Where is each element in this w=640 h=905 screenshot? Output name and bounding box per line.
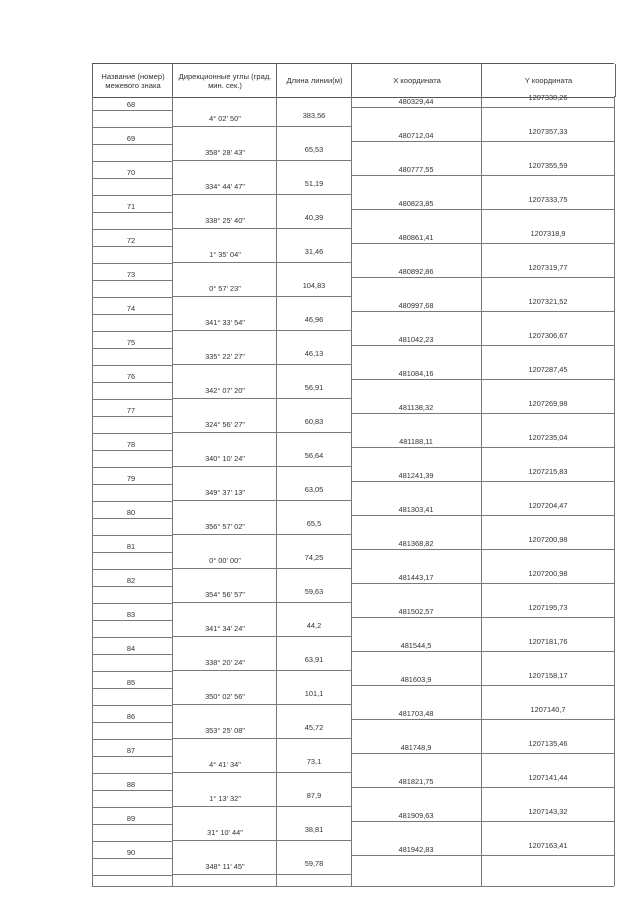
row-divider <box>172 636 351 637</box>
direction-angle: 342° 07' 20" <box>205 386 245 395</box>
y-coordinate: 1207355,59 <box>528 161 568 170</box>
direction-angle: 0° 57' 23" <box>209 284 241 293</box>
y-coordinate: 1207163,41 <box>528 841 568 850</box>
row-divider <box>351 651 614 652</box>
x-coordinate: 481084,16 <box>398 369 434 378</box>
direction-angle: 335° 22' 27" <box>205 352 245 361</box>
direction-angle: 341° 34' 24" <box>205 624 245 633</box>
row-divider <box>92 161 172 162</box>
y-coordinate: 1207181,76 <box>528 637 568 646</box>
row-divider <box>92 841 172 842</box>
row-divider <box>172 704 351 705</box>
line-length: 56,91 <box>304 383 324 392</box>
point-name: 87 <box>126 746 136 755</box>
row-divider <box>92 875 172 876</box>
header-point-name: Название (номер) межевого знака <box>92 64 173 97</box>
row-divider <box>92 348 172 349</box>
x-coordinate: 480861,41 <box>398 233 434 242</box>
row-divider <box>172 738 351 739</box>
row-divider <box>351 583 614 584</box>
line-length: 44,2 <box>306 621 322 630</box>
row-divider <box>172 330 351 331</box>
point-name: 89 <box>126 814 136 823</box>
row-divider <box>92 535 172 536</box>
x-coordinate: 481138,32 <box>398 403 434 412</box>
row-divider <box>172 534 351 535</box>
y-coordinate: 1207195,73 <box>528 603 568 612</box>
y-coordinate: 1207318,9 <box>530 229 566 238</box>
y-coordinate: 1207287,45 <box>528 365 568 374</box>
row-divider <box>172 296 351 297</box>
line-length: 63,05 <box>304 485 324 494</box>
y-coordinate: 1207330,26 <box>528 93 568 102</box>
row-divider <box>92 212 172 213</box>
x-coordinate: 480823,85 <box>398 199 434 208</box>
row-divider <box>92 399 172 400</box>
direction-angle: 348° 11' 45" <box>205 862 245 871</box>
direction-angle: 350° 02' 56" <box>205 692 245 701</box>
row-divider <box>92 450 172 451</box>
row-divider <box>92 620 172 621</box>
y-coordinate: 1207333,75 <box>528 195 568 204</box>
row-divider <box>92 739 172 740</box>
row-divider <box>92 365 172 366</box>
column-divider <box>172 96 173 886</box>
row-divider <box>92 858 172 859</box>
row-divider <box>92 416 172 417</box>
row-divider <box>92 637 172 638</box>
y-coordinate: 1207141,44 <box>528 773 568 782</box>
row-divider <box>92 229 172 230</box>
row-divider <box>172 568 351 569</box>
header-length: Длина линии(м) <box>276 64 352 97</box>
row-divider <box>92 127 172 128</box>
row-divider <box>351 311 614 312</box>
row-divider <box>92 314 172 315</box>
row-divider <box>92 144 172 145</box>
row-divider <box>92 263 172 264</box>
x-coordinate: 481748,9 <box>400 743 432 752</box>
y-coordinate: 1207158,17 <box>528 671 568 680</box>
x-coordinate: 481909,63 <box>398 811 434 820</box>
row-divider <box>172 194 351 195</box>
row-divider <box>351 243 614 244</box>
row-divider <box>172 602 351 603</box>
column-divider <box>92 96 93 886</box>
line-length: 46,13 <box>304 349 324 358</box>
line-length: 65,5 <box>306 519 322 528</box>
x-coordinate: 481603,9 <box>400 675 432 684</box>
row-divider <box>351 719 614 720</box>
row-divider <box>92 654 172 655</box>
row-divider <box>351 855 614 856</box>
point-name: 74 <box>126 304 136 313</box>
y-coordinate: 1207357,33 <box>528 127 568 136</box>
row-divider <box>92 722 172 723</box>
direction-angle: 338° 20' 24" <box>205 658 245 667</box>
row-divider <box>92 433 172 434</box>
direction-angle: 0° 00' 00" <box>209 556 241 565</box>
y-coordinate: 1207200,98 <box>528 535 568 544</box>
line-length: 59,63 <box>304 587 324 596</box>
row-divider <box>351 413 614 414</box>
point-name: 82 <box>126 576 136 585</box>
line-length: 104,83 <box>302 281 326 290</box>
column-divider <box>276 96 277 886</box>
row-divider <box>351 787 614 788</box>
row-divider <box>92 569 172 570</box>
row-divider <box>92 110 172 111</box>
x-coordinate: 481942,83 <box>398 845 434 854</box>
direction-angle: 1° 13' 32" <box>209 794 241 803</box>
y-coordinate: 1207319,77 <box>528 263 568 272</box>
point-name: 90 <box>126 848 136 857</box>
column-divider <box>481 96 482 886</box>
row-divider <box>351 175 614 176</box>
y-coordinate: 1207235,04 <box>528 433 568 442</box>
y-coordinate: 1207215,83 <box>528 467 568 476</box>
point-name: 78 <box>126 440 136 449</box>
row-divider <box>92 824 172 825</box>
x-coordinate: 481703,48 <box>398 709 434 718</box>
point-name: 84 <box>126 644 136 653</box>
row-divider <box>92 501 172 502</box>
row-divider <box>351 821 614 822</box>
line-length: 101,1 <box>304 689 324 698</box>
row-divider <box>351 549 614 550</box>
row-divider <box>92 518 172 519</box>
point-name: 70 <box>126 168 136 177</box>
y-coordinate: 1207140,7 <box>530 705 566 714</box>
direction-angle: 4° 41' 34" <box>209 760 241 769</box>
header-x: Х координата <box>351 64 482 97</box>
line-length: 38,81 <box>304 825 324 834</box>
line-length: 40,39 <box>304 213 324 222</box>
y-coordinate: 1207200,98 <box>528 569 568 578</box>
x-coordinate: 480777,55 <box>398 165 434 174</box>
y-coordinate: 1207143,32 <box>528 807 568 816</box>
row-divider <box>351 277 614 278</box>
row-divider <box>92 603 172 604</box>
row-divider <box>351 209 614 210</box>
row-divider <box>351 753 614 754</box>
point-name: 85 <box>126 678 136 687</box>
x-coordinate: 480892,86 <box>398 267 434 276</box>
x-coordinate: 481303,41 <box>398 505 434 514</box>
point-name: 88 <box>126 780 136 789</box>
row-divider <box>351 345 614 346</box>
point-name: 77 <box>126 406 136 415</box>
row-divider <box>351 141 614 142</box>
row-divider <box>92 688 172 689</box>
direction-angle: 340° 10' 24" <box>205 454 245 463</box>
row-divider <box>92 756 172 757</box>
row-divider <box>351 107 614 108</box>
line-length: 74,25 <box>304 553 324 562</box>
x-coordinate: 480329,44 <box>398 97 434 106</box>
line-length: 63,91 <box>304 655 324 664</box>
row-divider <box>172 262 351 263</box>
header-y: Y координата <box>481 64 616 97</box>
line-length: 46,96 <box>304 315 324 324</box>
direction-angle: 334° 44' 47" <box>205 182 245 191</box>
row-divider <box>351 481 614 482</box>
y-coordinate: 1207321,52 <box>528 297 568 306</box>
x-coordinate: 481544,5 <box>400 641 432 650</box>
x-coordinate: 480712,04 <box>398 131 434 140</box>
y-coordinate: 1207306,67 <box>528 331 568 340</box>
row-divider <box>172 466 351 467</box>
column-divider <box>614 96 615 886</box>
row-divider <box>172 126 351 127</box>
point-name: 86 <box>126 712 136 721</box>
x-coordinate: 481241,39 <box>398 471 434 480</box>
x-coordinate: 481188,11 <box>399 437 433 446</box>
point-name: 71 <box>126 202 136 211</box>
direction-angle: 353° 25' 08" <box>205 726 245 735</box>
direction-angle: 349° 37' 13" <box>205 488 245 497</box>
row-divider <box>92 331 172 332</box>
row-divider <box>92 178 172 179</box>
row-divider <box>351 447 614 448</box>
row-divider <box>92 790 172 791</box>
row-divider <box>172 398 351 399</box>
direction-angle: 358° 28' 43" <box>205 148 245 157</box>
row-divider <box>172 874 351 875</box>
row-divider <box>92 382 172 383</box>
row-divider <box>172 670 351 671</box>
row-divider <box>92 705 172 706</box>
point-name: 72 <box>126 236 136 245</box>
row-divider <box>92 484 172 485</box>
row-divider <box>92 552 172 553</box>
row-divider <box>92 807 172 808</box>
line-length: 31,46 <box>304 247 324 256</box>
row-divider <box>172 160 351 161</box>
direction-angle: 338° 25' 40" <box>205 216 245 225</box>
x-coordinate: 481821,75 <box>398 777 434 786</box>
x-coordinate: 480997,68 <box>398 301 434 310</box>
coordinates-table <box>92 63 614 871</box>
direction-angle: 1° 35' 04" <box>209 250 241 259</box>
header-angle: Дирекционные углы (град. мин. сек.) <box>172 64 277 97</box>
direction-angle: 4° 02' 50" <box>209 114 241 123</box>
row-divider <box>92 467 172 468</box>
x-coordinate: 481042,23 <box>398 335 434 344</box>
row-divider <box>92 773 172 774</box>
point-name: 68 <box>126 100 136 109</box>
row-divider <box>351 685 614 686</box>
x-coordinate: 481502,57 <box>398 607 434 616</box>
row-divider <box>172 364 351 365</box>
point-name: 73 <box>126 270 136 279</box>
row-divider <box>92 246 172 247</box>
row-divider <box>351 379 614 380</box>
line-length: 45,72 <box>304 723 324 732</box>
row-divider <box>172 228 351 229</box>
row-divider <box>172 500 351 501</box>
table-bottom <box>92 886 614 887</box>
y-coordinate: 1207269,98 <box>528 399 568 408</box>
x-coordinate: 481368,82 <box>398 539 434 548</box>
point-name: 80 <box>126 508 136 517</box>
direction-angle: 31° 10' 44" <box>207 828 243 837</box>
row-divider <box>92 297 172 298</box>
line-length: 87,9 <box>306 791 322 800</box>
line-length: 59,78 <box>304 859 324 868</box>
direction-angle: 356° 57' 02" <box>205 522 245 531</box>
row-divider <box>92 195 172 196</box>
row-divider <box>92 671 172 672</box>
point-name: 81 <box>126 542 136 551</box>
row-divider <box>172 806 351 807</box>
row-divider <box>351 617 614 618</box>
point-name: 79 <box>126 474 136 483</box>
line-length: 56,64 <box>304 451 324 460</box>
point-name: 76 <box>126 372 136 381</box>
y-coordinate: 1207135,46 <box>528 739 568 748</box>
direction-angle: 341° 33' 54" <box>205 318 245 327</box>
line-length: 383,56 <box>302 111 326 120</box>
direction-angle: 324° 56' 27" <box>205 420 245 429</box>
row-divider <box>92 586 172 587</box>
row-divider <box>92 280 172 281</box>
column-divider <box>351 96 352 886</box>
point-name: 83 <box>126 610 136 619</box>
line-length: 65,53 <box>304 145 324 154</box>
x-coordinate: 481443,17 <box>398 573 434 582</box>
point-name: 69 <box>126 134 136 143</box>
line-length: 60,83 <box>304 417 324 426</box>
row-divider <box>172 772 351 773</box>
row-divider <box>172 432 351 433</box>
y-coordinate: 1207204,47 <box>528 501 568 510</box>
line-length: 73,1 <box>306 757 322 766</box>
line-length: 51,19 <box>304 179 324 188</box>
row-divider <box>351 515 614 516</box>
direction-angle: 354° 56' 57" <box>205 590 245 599</box>
point-name: 75 <box>126 338 136 347</box>
row-divider <box>172 840 351 841</box>
